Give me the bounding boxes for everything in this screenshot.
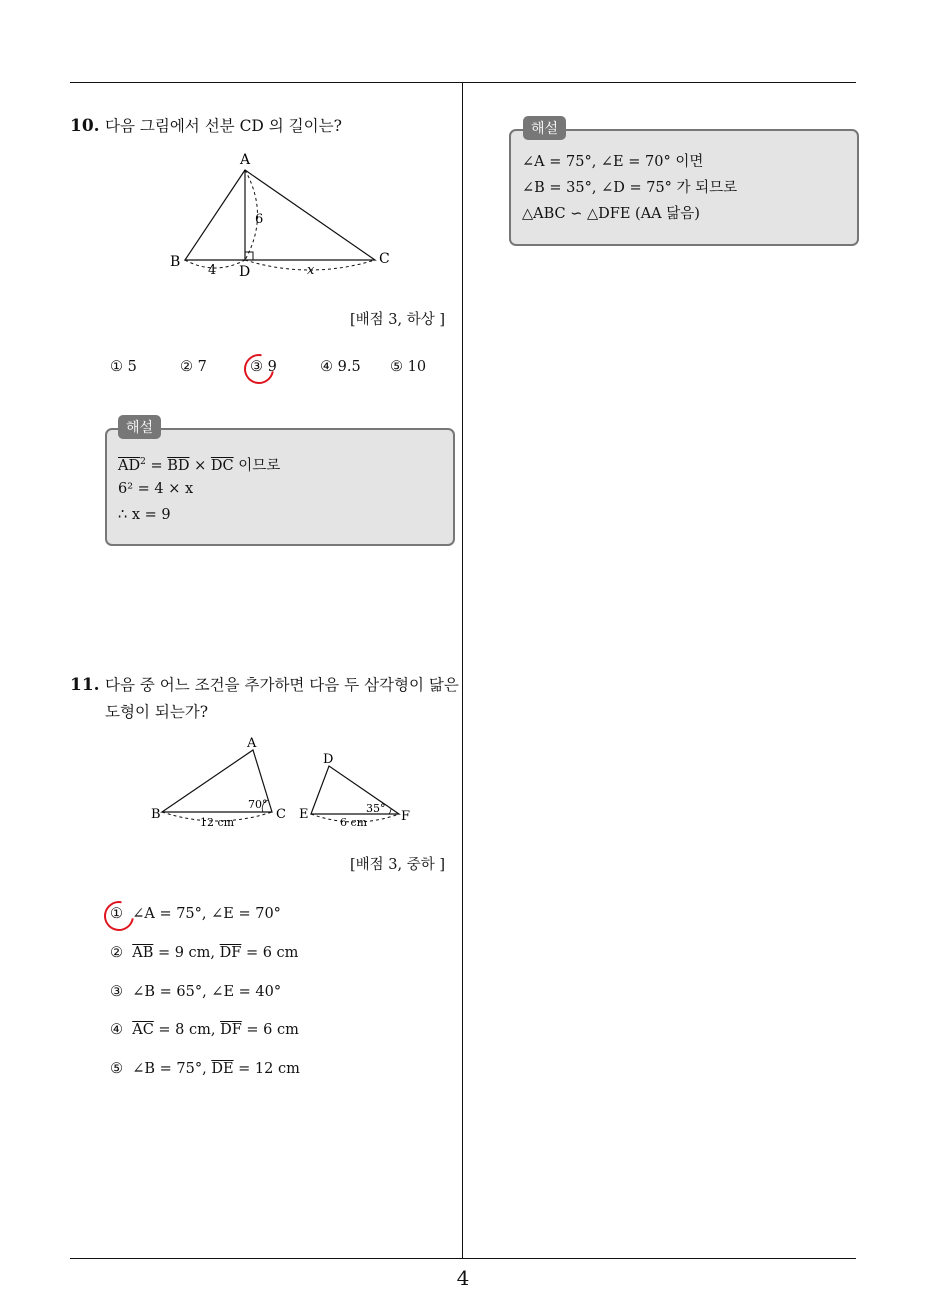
option-5[interactable]: [110, 1061, 300, 1077]
option-2[interactable]: [110, 945, 298, 961]
segment-ab: $\overline{AB}$: [132, 945, 154, 961]
length-bc: 12 cm: [200, 816, 235, 829]
segment-bd: $\overline{BD}$: [167, 458, 190, 474]
option-number: ④: [110, 1022, 123, 1038]
vertex-b: B: [151, 807, 161, 822]
length-ef: 6 cm: [340, 816, 368, 829]
vertex-b: B: [170, 254, 181, 270]
option-number: ③: [110, 984, 123, 1000]
vertex-a: A: [247, 736, 257, 751]
solution-tag: 해설: [118, 415, 161, 439]
question-text-line-1: 다음 중 어느 조건을 추가하면 다음 두 삼각형이 닮은: [105, 676, 459, 694]
option-number: ⑤: [110, 1061, 123, 1077]
tail-text: 이므로: [233, 458, 281, 474]
top-rule: [70, 82, 856, 83]
vertex-f: F: [401, 809, 411, 824]
score-label: [배점 3, 하상 ]: [350, 312, 446, 328]
question-text: 다음 그림에서 선분 CD 의 길이는?: [105, 117, 342, 135]
angle-c: 70°: [248, 798, 268, 811]
angle-f: 35°: [366, 802, 386, 815]
option-text: = 6 cm: [241, 945, 299, 961]
vertex-a: A: [240, 152, 251, 168]
vertex-d: D: [323, 752, 334, 767]
option-text: ∠B = 75°,: [132, 1061, 212, 1077]
solution-line-2: ∠B = 35°, ∠D = 75° 가 되므로: [522, 180, 738, 196]
length-bd: 4: [208, 263, 217, 278]
option-text: = 12 cm: [233, 1061, 300, 1077]
option-text: = 8 cm,: [153, 1022, 221, 1038]
vertex-e: E: [299, 807, 309, 822]
option-1[interactable]: [110, 906, 281, 922]
question-text-line-2: 도형이 되는가?: [105, 703, 209, 721]
vertex-d: D: [239, 264, 251, 280]
option-3[interactable]: ③ 9: [250, 359, 277, 375]
option-4[interactable]: ④ 9.5: [320, 359, 361, 375]
option-text: = 6 cm: [241, 1022, 299, 1038]
times: ×: [189, 458, 211, 474]
solution-line-1: ∠A = 75°, ∠E = 70° 이면: [522, 154, 704, 170]
option-number: ①: [110, 906, 123, 922]
option-text: ∠A = 75°, ∠E = 70°: [132, 906, 281, 922]
option-number: ②: [110, 945, 123, 961]
option-3[interactable]: [110, 984, 281, 1000]
option-4[interactable]: [110, 1022, 299, 1038]
segment-df: $\overline{DF}$: [219, 945, 242, 961]
segment-de: $\overline{DE}$: [211, 1061, 234, 1077]
question-number: 10.: [70, 116, 100, 136]
solution-line-2: 6² = 4 × x: [118, 481, 194, 497]
vertex-c: C: [276, 807, 286, 822]
solution-line-3: △ABC ∽ △DFE (AA 닮음): [522, 206, 700, 222]
triangles-figure-q11: [148, 732, 418, 832]
answer-mark-circle: [98, 895, 140, 937]
page-number: 4: [456, 1266, 470, 1290]
question-number: 11.: [70, 675, 100, 695]
triangle-figure-q10: [160, 148, 400, 283]
answer-mark-circle: [238, 348, 280, 390]
solution-tag: 해설: [523, 116, 566, 140]
option-2[interactable]: ② 7: [180, 359, 207, 375]
option-text: = 9 cm,: [153, 945, 220, 961]
segment-ad: $\overline{AD}$: [118, 458, 141, 474]
bottom-rule: [70, 1258, 856, 1259]
segment-ac: $\overline{AC}$: [132, 1022, 154, 1038]
exponent: 2: [140, 457, 146, 468]
length-dc: x: [307, 263, 315, 278]
option-text: ∠B = 65°, ∠E = 40°: [132, 984, 282, 1000]
solution-line-3: ∴ x = 9: [118, 507, 171, 523]
option-1[interactable]: ① 5: [110, 359, 137, 375]
column-divider: [462, 82, 463, 1258]
length-ad: 6: [255, 212, 264, 227]
segment-dc: $\overline{DC}$: [210, 458, 234, 474]
equals: =: [145, 458, 168, 474]
score-label: [배점 3, 중하 ]: [350, 857, 446, 873]
segment-df: $\overline{DF}$: [220, 1022, 242, 1038]
option-5[interactable]: ⑤ 10: [390, 359, 427, 375]
vertex-c: C: [379, 251, 390, 267]
solution-line-1: [118, 454, 280, 475]
